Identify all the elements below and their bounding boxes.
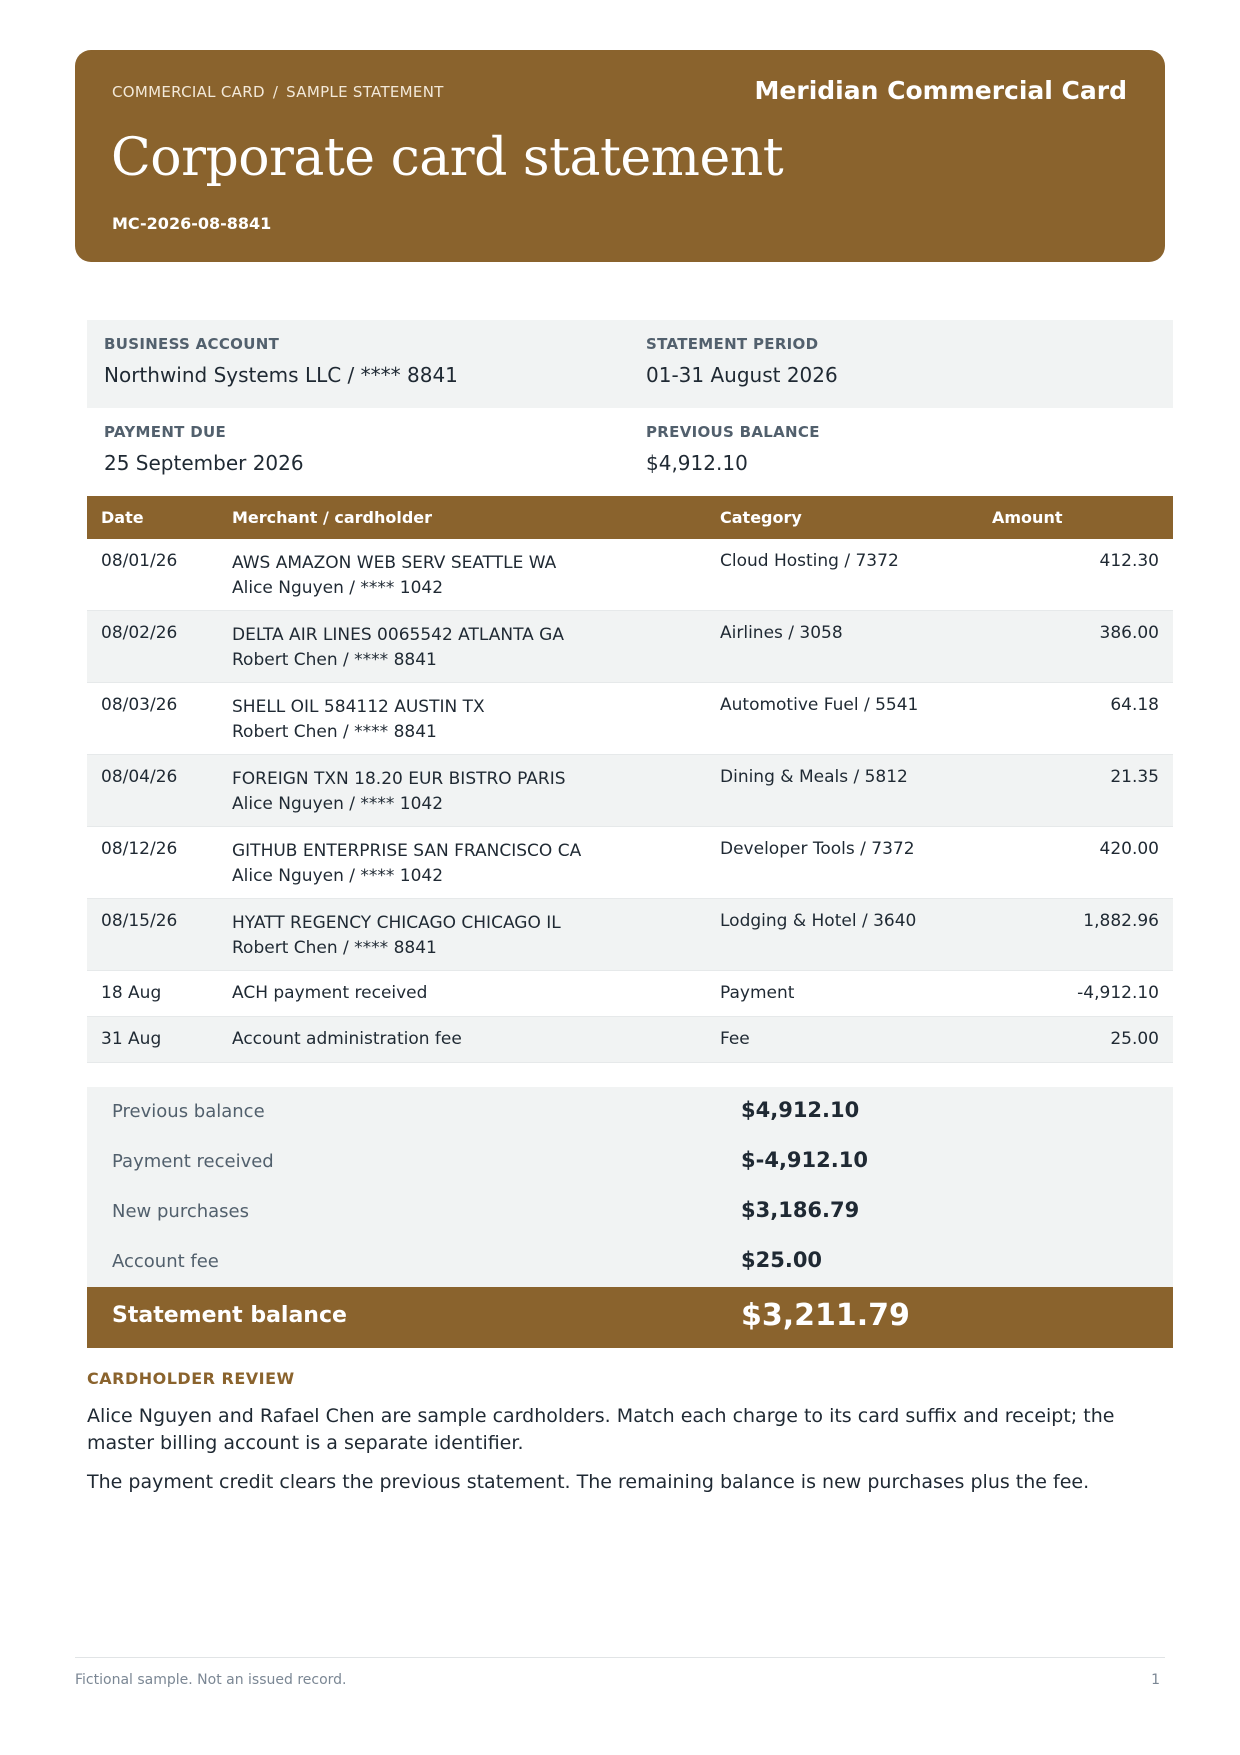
table-row [87,827,1173,899]
table-row [87,1017,1173,1063]
brand-name: Meridian Commercial Card [754,76,1127,105]
header-banner [75,50,1165,262]
page-number: 1 [1151,1672,1160,1688]
row-date: 18 Aug [101,983,162,1003]
summary-value: $3,186.79 [741,1198,860,1222]
row-merchant: Account administration fee [232,1029,462,1049]
statement-period-label: STATEMENT PERIOD [646,335,819,353]
row-merchant-block [232,767,566,817]
row-cardholder: Alice Nguyen / **** 1042 [232,794,444,814]
row-amount: 412.30 [1099,551,1159,571]
summary-label: Account fee [112,1251,219,1272]
row-cardholder: Alice Nguyen / **** 1042 [232,578,444,598]
header-category: Category [720,508,802,527]
row-category: Automotive Fuel / 5541 [720,695,919,715]
header-merchant: Merchant / cardholder [232,508,433,527]
breadcrumb-separator: / [272,83,279,101]
row-cardholder: Robert Chen / **** 8841 [232,722,437,742]
breadcrumb-item: SAMPLE STATEMENT [286,83,444,101]
review-paragraph: Alice Nguyen and Rafael Chen are sample cardholders. Match each charge to its card suffix and receipt; the master billing account is a separate identifier. [87,1405,1115,1454]
row-category: Airlines / 3058 [720,623,843,643]
table-row [87,539,1173,611]
summary-label: Payment received [112,1151,274,1172]
footer-note: Fictional sample. Not an issued record. [75,1672,347,1688]
summary-value: $25.00 [741,1248,823,1272]
statement-balance-bar [87,1287,1173,1348]
row-amount: 21.35 [1110,767,1159,787]
row-amount: -4,912.10 [1077,983,1159,1003]
table-row [87,683,1173,755]
row-cardholder: Robert Chen / **** 8841 [232,938,437,958]
breadcrumb-item: COMMERCIAL CARD [112,83,265,101]
row-date: 08/15/26 [101,911,178,931]
info-row [87,320,1173,408]
row-merchant-block [232,551,556,601]
previous-balance-value: $4,912.10 [646,451,748,475]
statement-period-value: 01-31 August 2026 [646,363,838,387]
review-paragraph: The payment credit clears the previous statement. The remaining balance is new purchases plus the fee. [87,1471,1090,1493]
table-header [87,496,1173,539]
statement-id: MC-2026-08-8841 [112,214,272,233]
payment-due-label: PAYMENT DUE [104,423,227,441]
row-category: Dining & Meals / 5812 [720,767,908,787]
row-amount: 64.18 [1110,695,1159,715]
row-merchant-block [232,623,564,673]
row-amount: 420.00 [1099,839,1159,859]
balance-summary [87,1087,1173,1287]
header-amount: Amount [992,508,1063,527]
table-row [87,611,1173,683]
previous-balance-cell [646,423,820,475]
row-merchant: AWS AMAZON WEB SERV SEATTLE WA [232,553,557,573]
business-account-value: Northwind Systems LLC / **** 8841 [104,363,458,387]
review-heading: CARDHOLDER REVIEW [87,1369,295,1388]
row-category: Lodging & Hotel / 3640 [720,911,917,931]
table-row [87,755,1173,827]
summary-row [87,1087,1173,1137]
summary-row [87,1237,1173,1287]
footer-divider [75,1657,1165,1658]
summary-row [87,1187,1173,1237]
row-cardholder: Alice Nguyen / **** 1042 [232,866,444,886]
row-date: 08/01/26 [101,551,178,571]
breadcrumb [112,83,444,101]
table-row [87,899,1173,971]
account-info [87,320,1173,496]
row-merchant-block [232,911,561,961]
row-merchant: DELTA AIR LINES 0065542 ATLANTA GA [232,625,564,645]
summary-label: New purchases [112,1201,249,1222]
statement-balance-label: Statement balance [112,1303,347,1328]
statement-period-cell [646,335,838,387]
payment-due-cell [104,423,304,475]
row-category: Payment [720,983,795,1003]
row-date: 31 Aug [101,1029,162,1049]
info-row [87,408,1173,496]
business-account-label: BUSINESS ACCOUNT [104,335,280,353]
row-merchant: GITHUB ENTERPRISE SAN FRANCISCO CA [232,841,582,861]
row-merchant-block [232,695,485,745]
previous-balance-label: PREVIOUS BALANCE [646,423,820,441]
row-merchant-block [232,839,581,889]
row-date: 08/04/26 [101,767,178,787]
row-amount: 1,882.96 [1083,911,1159,931]
transactions-table [87,496,1173,1063]
statement-balance-value: $3,211.79 [741,1298,910,1333]
row-category: Cloud Hosting / 7372 [720,551,899,571]
row-merchant: FOREIGN TXN 18.20 EUR BISTRO PARIS [232,769,566,789]
row-merchant: SHELL OIL 584112 AUSTIN TX [232,697,485,717]
row-date: 08/12/26 [101,839,178,859]
row-date: 08/03/26 [101,695,178,715]
summary-row [87,1137,1173,1187]
row-merchant: HYATT REGENCY CHICAGO CHICAGO IL [232,913,561,933]
page-title: Corporate card statement [111,128,784,188]
row-category: Fee [720,1029,750,1049]
table-row [87,971,1173,1017]
row-amount: 386.00 [1099,623,1159,643]
row-amount: 25.00 [1110,1029,1159,1049]
summary-label: Previous balance [112,1101,265,1122]
payment-due-value: 25 September 2026 [104,451,304,475]
summary-value: $4,912.10 [741,1098,860,1122]
business-account-cell [104,335,458,387]
summary-value: $-4,912.10 [741,1148,868,1172]
row-cardholder: Robert Chen / **** 8841 [232,650,437,670]
row-date: 08/02/26 [101,623,178,643]
header-date: Date [101,508,144,527]
row-merchant: ACH payment received [232,983,428,1003]
row-category: Developer Tools / 7372 [720,839,915,859]
